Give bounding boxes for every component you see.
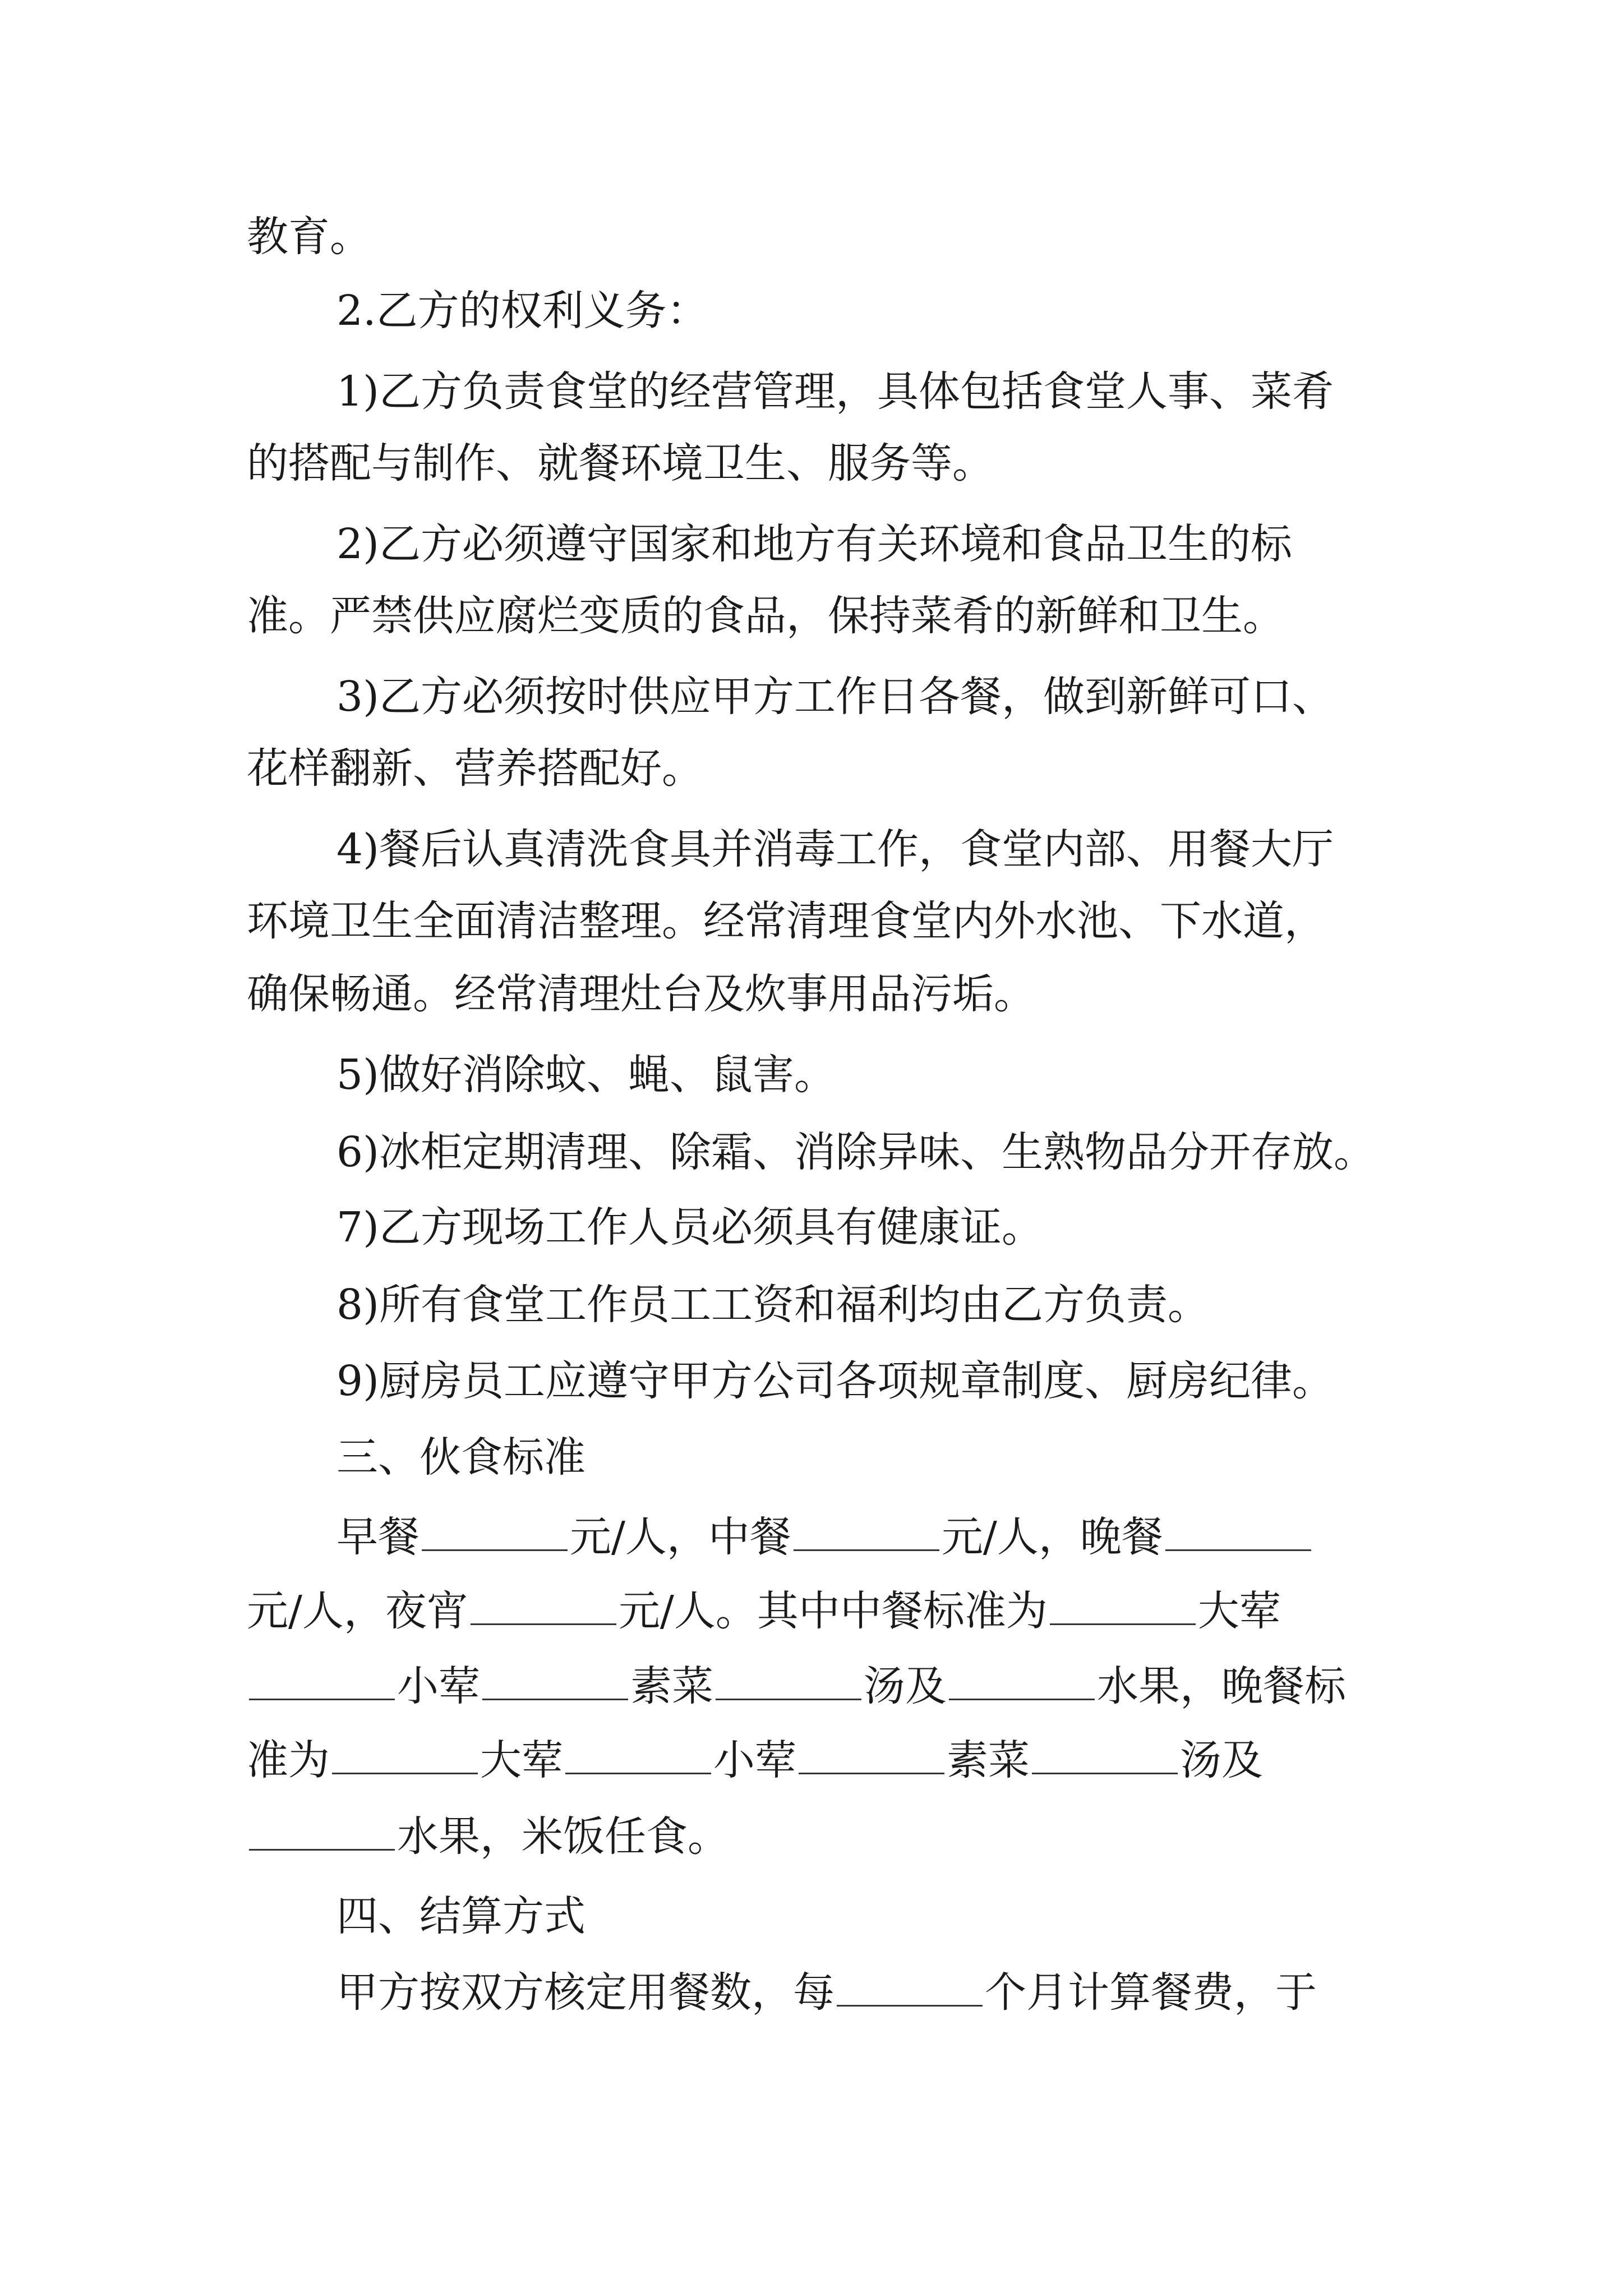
clause-8: 8)所有食堂工作员工工资和福利均由乙方负责。: [336, 1281, 1209, 1329]
clause-2-line-2: 准。严禁供应腐烂变质的食品，保持菜肴的新鲜和卫生。: [247, 592, 1284, 640]
meal-text: 准为: [247, 1736, 330, 1784]
meal-text: 元/人，晚餐: [941, 1513, 1163, 1561]
clause-1-line-2: 的搭配与制作、就餐环境卫生、服务等。: [247, 439, 994, 487]
lunch-soup-blank[interactable]: [716, 1661, 861, 1700]
dinner-soup-blank[interactable]: [1032, 1735, 1178, 1774]
meal-standard-line-5: [247, 1809, 729, 1865]
subheading-party-b-rights: 2.乙方的权利义务：: [336, 287, 708, 335]
meal-standard-line-1: [336, 1509, 1313, 1565]
dinner-small-meat-blank[interactable]: [565, 1735, 711, 1774]
meal-text: 元/人。其中中餐标准为: [618, 1587, 1048, 1635]
section-4-heading: 四、结算方式: [336, 1892, 585, 1940]
meal-text: 大荤: [1197, 1587, 1281, 1635]
clause-4-line-3: 确保畅通。经常清理灶台及炊事用品污垢。: [247, 970, 1035, 1018]
lunch-fruit-blank[interactable]: [949, 1661, 1095, 1700]
lunch-big-meat-blank[interactable]: [1050, 1586, 1196, 1625]
clause-5: 5)做好消除蚊、蝇、鼠害。: [336, 1051, 836, 1099]
meal-text: 小荤: [713, 1736, 796, 1784]
dinner-price-blank[interactable]: [1165, 1512, 1311, 1551]
clause-4-line-2: 环境卫生全面清洁整理。经常清理食堂内外水池、下水道，: [247, 897, 1326, 945]
breakfast-price-blank[interactable]: [422, 1512, 568, 1551]
lunch-small-meat-blank[interactable]: [249, 1661, 395, 1700]
settlement-text: 甲方按双方核定用餐数，每: [336, 1968, 834, 2017]
meal-standard-line-4: [247, 1732, 1263, 1788]
meal-text: 大荤: [480, 1736, 563, 1784]
settlement-months-blank[interactable]: [837, 1967, 983, 2007]
dinner-big-meat-blank[interactable]: [332, 1735, 478, 1774]
settlement-text: 个月计算餐费，于: [985, 1968, 1317, 2017]
clause-4-line-1: 4)餐后认真清洗食具并消毒工作，食堂内部、用餐大厅: [336, 825, 1334, 873]
settlement-line-1: [336, 1964, 1317, 2021]
dinner-fruit-blank[interactable]: [249, 1811, 395, 1851]
paragraph-line: 教育。: [247, 213, 371, 261]
meal-text: 汤及: [1180, 1736, 1263, 1784]
meal-text: 小荤: [397, 1662, 480, 1710]
meal-standard-line-3: [247, 1658, 1346, 1714]
clause-6: 6)冰柜定期清理、除霜、消除异味、生熟物品分开存放。: [336, 1128, 1375, 1176]
meal-text: 元/人，中餐: [570, 1513, 791, 1561]
clause-2-line-1: 2)乙方必须遵守国家和地方有关环境和食品卫生的标: [336, 520, 1292, 568]
lunch-price-blank[interactable]: [794, 1512, 939, 1551]
meal-text: 早餐: [336, 1513, 419, 1561]
section-3-heading: 三、伙食标准: [336, 1433, 585, 1481]
clause-1-line-1: 1)乙方负责食堂的经营管理，具体包括食堂人事、菜肴: [336, 367, 1334, 416]
meal-text: 素菜: [630, 1662, 713, 1710]
meal-text: 元/人，夜宵: [247, 1587, 468, 1635]
clause-7: 7)乙方现场工作人员必须具有健康证。: [336, 1203, 1043, 1251]
clause-3-line-2: 花样翻新、营养搭配好。: [247, 744, 703, 793]
dinner-vegetable-blank[interactable]: [799, 1735, 944, 1774]
clause-3-line-1: 3)乙方必须按时供应甲方工作日各餐，做到新鲜可口、: [336, 673, 1334, 721]
meal-text: 汤及: [864, 1662, 947, 1710]
lunch-vegetable-blank[interactable]: [482, 1661, 628, 1700]
meal-text: 素菜: [947, 1736, 1030, 1784]
meal-text: 水果，米饭任食。: [397, 1812, 729, 1861]
meal-standard-line-2: [247, 1583, 1281, 1639]
meal-text: 水果，晚餐标: [1097, 1662, 1346, 1710]
night-snack-price-blank[interactable]: [471, 1586, 616, 1625]
clause-9: 9)厨房员工应遵守甲方公司各项规章制度、厨房纪律。: [336, 1357, 1334, 1405]
